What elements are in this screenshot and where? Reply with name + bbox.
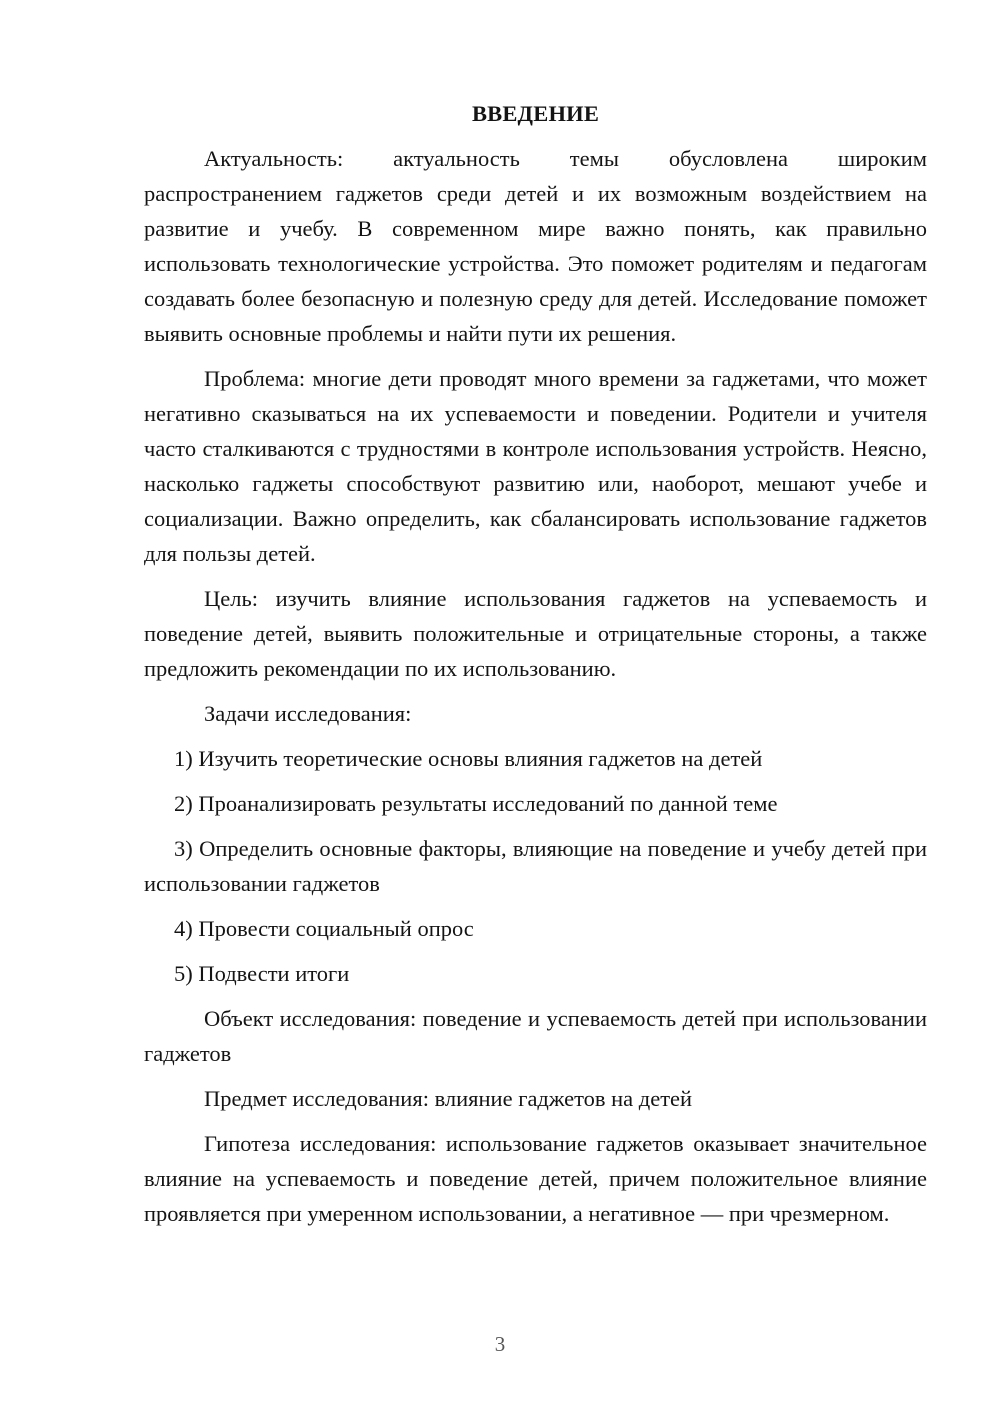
tasks-list — [144, 741, 927, 991]
paragraph-problem: Проблема: многие дети проводят много времени за гаджетами, что может негативно сказываться на их успеваемости и поведении. Родители и учителя часто сталкиваются с трудностями в контроле использования устройств. Неясно, насколько гаджеты способствуют развитию или, наоборот, мешают учебе и социализации. Важно определить, как сбалансировать использование гаджетов для пользы детей. — [144, 366, 927, 566]
list-item: 5) Подвести итоги — [174, 961, 350, 986]
paragraph-hypothesis: Гипотеза исследования: использование гаджетов оказывает значительное влияние на успеваемость и поведение детей, причем положительное влияние проявляется при умеренном использовании, а негативное — при чрезмерном. — [144, 1131, 927, 1226]
list-item: 3) Определить основные факторы, влияющие на поведение и учебу детей при использовании гаджетов — [144, 836, 927, 896]
section-heading: ВВЕДЕНИЕ — [471, 101, 600, 126]
list-item: 1) Изучить теоретические основы влияния гаджетов на детей — [174, 746, 763, 771]
page-number: 3 — [494, 1332, 506, 1356]
paragraph-goal: Цель: изучить влияние использования гаджетов на успеваемость и поведение детей, выявить положительные и отрицательные стороны, а также предложить рекомендации по их использованию. — [144, 586, 927, 681]
paragraph-relevance: Актуальность: актуальность темы обусловлена широким распространением гаджетов среди детей и их возможным воздействием на развитие и учебу. В современном мире важно понять, как правильно использовать технологические устройства. Это поможет родителям и педагогам создавать более безопасную и полезную среду для детей. Исследование поможет выявить основные проблемы и найти пути их решения. — [144, 146, 927, 346]
paragraph-object: Объект исследования: поведение и успеваемость детей при использовании гаджетов — [144, 1006, 927, 1066]
document-page — [144, 96, 927, 1231]
paragraph-subject: Предмет исследования: влияние гаджетов на детей — [204, 1086, 693, 1111]
list-item: 4) Провести социальный опрос — [174, 916, 474, 941]
tasks-title: Задачи исследования: — [204, 701, 412, 726]
list-item: 2) Проанализировать результаты исследований по данной теме — [174, 791, 778, 816]
